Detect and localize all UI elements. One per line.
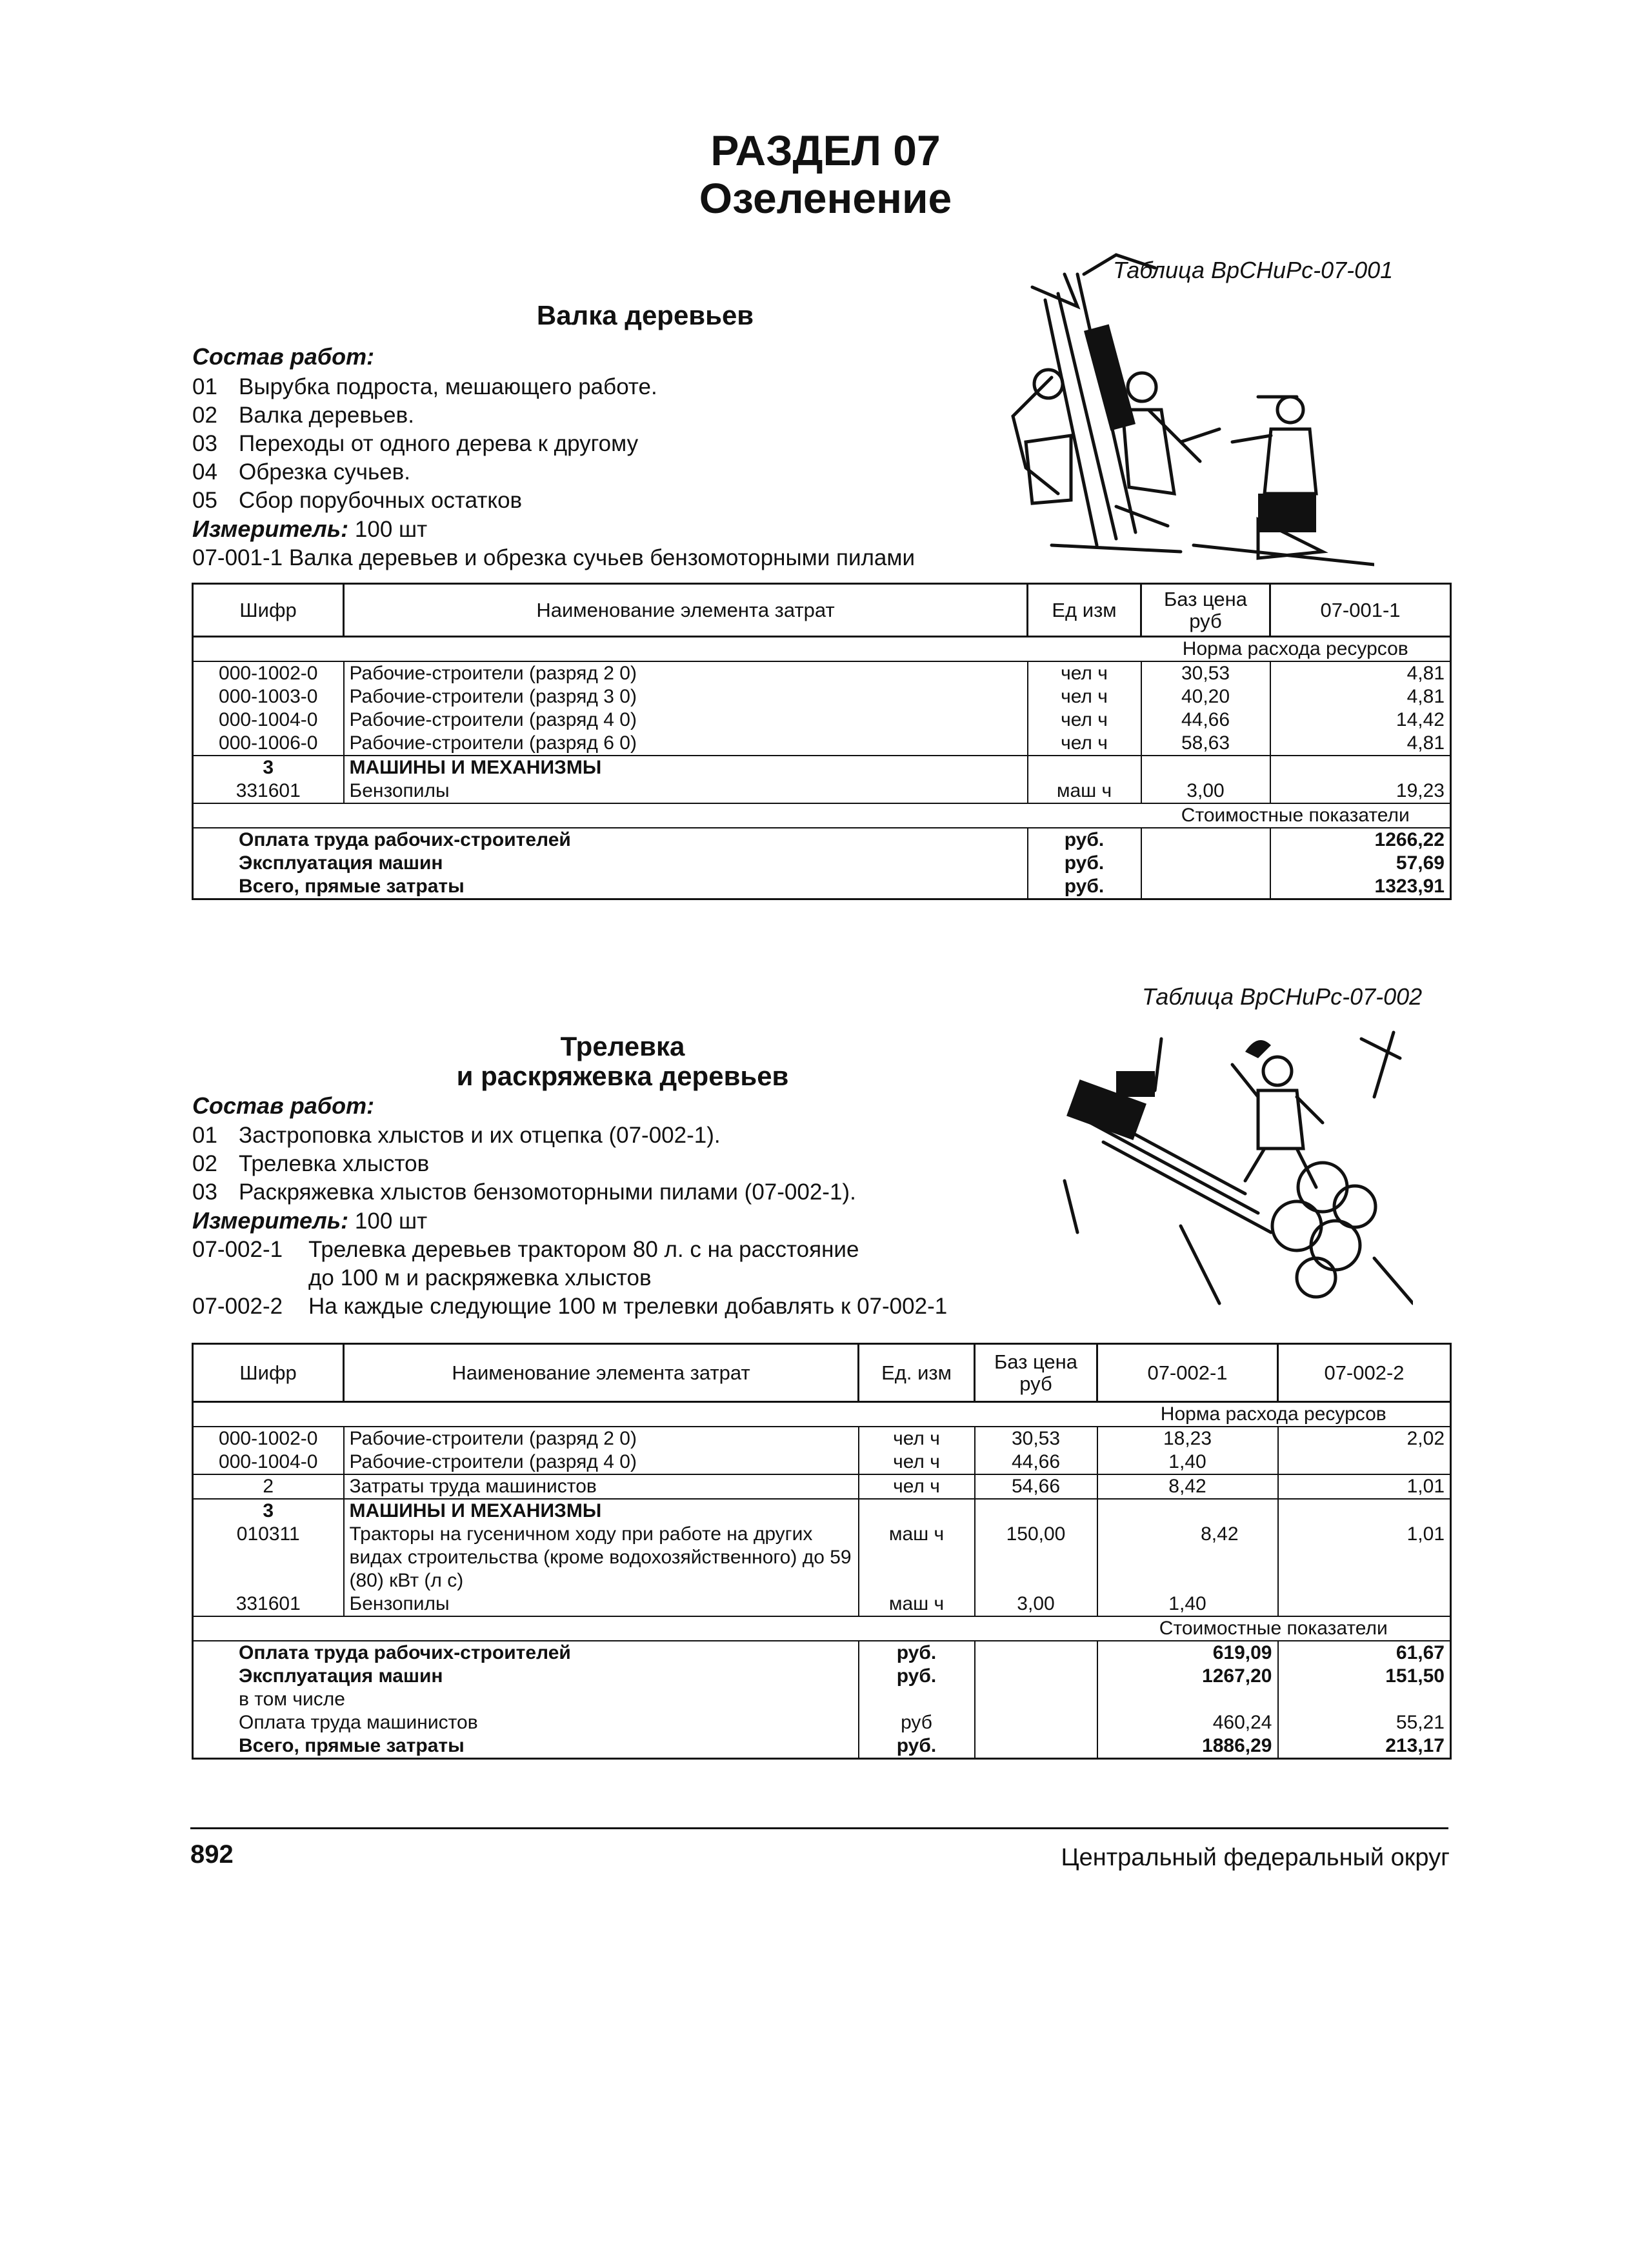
band-cost: Стоимостные показатели xyxy=(1141,803,1451,828)
band-cost: Стоимостные показатели xyxy=(1097,1616,1451,1641)
table-ref: Таблица ВрСНиРс-07-001 xyxy=(1113,257,1394,283)
table1-title: Валка деревьев xyxy=(536,300,754,330)
table-row: 2 Затраты труда машинистов чел ч 54,66 8,42 1,01 xyxy=(193,1474,1451,1499)
lumberjacks-illustration xyxy=(987,248,1374,577)
table-row: 3 МАШИНЫ И МЕХАНИЗМЫ xyxy=(193,1499,1451,1523)
cost-row: Эксплуатация машин руб. 1267,20 151,50 xyxy=(193,1665,1451,1688)
list-item: 04 Обрезка сучьев. xyxy=(192,459,411,485)
work-composition-label: Состав работ: xyxy=(192,1092,375,1119)
work-composition-label: Состав работ: xyxy=(192,343,375,370)
item-line: 07-002-1 Трелевка деревьев трактором 80 л. с на расстояние xyxy=(192,1237,859,1262)
band-norm: Норма расхода ресурсов xyxy=(1097,1402,1451,1427)
table-ref: Таблица ВрСНиРс-07-002 xyxy=(1142,983,1423,1010)
work-list xyxy=(192,373,915,572)
section-number: РАЗДЕЛ 07 xyxy=(710,126,941,174)
cost-row: в том числе xyxy=(193,1688,1451,1711)
list-item: 01 Застроповка хлыстов и их отцепка (07-002-1). xyxy=(192,1123,721,1148)
table-header: Шифр Наименование элемента затрат Ед изм Баз цена руб 07-001-1 xyxy=(193,584,1451,637)
cost-row: Всего, прямые затраты руб. 1323,91 xyxy=(193,875,1451,899)
meter-line: Измеритель: 100 шт xyxy=(192,516,428,542)
list-item: 02 Трелевка хлыстов xyxy=(192,1151,430,1176)
table-row: 331601 Бензопилы маш ч 3,00 19,23 xyxy=(193,779,1451,803)
cost-row: Оплата труда рабочих-строителей руб. 619,09 61,67 xyxy=(193,1641,1451,1665)
table-header: Шифр Наименование элемента затрат Ед. изм Баз цена руб 07-002-1 07-002-2 xyxy=(193,1344,1451,1402)
table-row: 000-1002-0 Рабочие-строители (разряд 2 0) чел ч 30,53 18,23 2,02 xyxy=(193,1427,1451,1450)
meter-line: Измеритель: 100 шт xyxy=(192,1207,428,1234)
section-title: Озеленение xyxy=(699,174,952,222)
table-row: 000-1006-0 Рабочие-строители (разряд 6 0) чел ч 58,63 4,81 xyxy=(193,732,1451,756)
resource-table-2 xyxy=(192,1343,1452,1760)
table-row: 000-1004-0 Рабочие-строители (разряд 4 0) чел ч 44,66 14,42 xyxy=(193,708,1451,732)
table-row: 3 МАШИНЫ И МЕХАНИЗМЫ xyxy=(193,756,1451,779)
table-row: 331601 Бензопилы маш ч 3,00 1,40 xyxy=(193,1592,1451,1616)
footer-rule xyxy=(190,1827,1448,1829)
list-item: 01 Вырубка подроста, мешающего работе. xyxy=(192,374,657,399)
list-item: 02 Валка деревьев. xyxy=(192,403,414,428)
skidding-illustration xyxy=(1052,1013,1413,1323)
cost-row: Оплата труда машинистов руб 460,24 55,21 xyxy=(193,1711,1451,1734)
item-line: до 100 м и раскряжевка хлыстов xyxy=(308,1265,652,1290)
list-item: 03 Раскряжевка хлыстов бензомоторными пилами (07-002-1). xyxy=(192,1179,856,1205)
table2-title-line2: и раскряжевка деревьев xyxy=(456,1061,789,1091)
table-row: 000-1003-0 Рабочие-строители (разряд 3 0) чел ч 40,20 4,81 xyxy=(193,685,1451,708)
table-row: 000-1004-0 Рабочие-строители (разряд 4 0) чел ч 44,66 1,40 xyxy=(193,1450,1451,1474)
item-line: 07-002-2 На каждые следующие 100 м трелевки добавлять к 07-002-1 xyxy=(192,1294,948,1319)
work-list xyxy=(192,1121,947,1321)
table2-title-line1: Трелевка xyxy=(560,1031,685,1061)
table-row: 010311 Тракторы на гусеничном ходу при работе на других видах строительства (кроме водохозяйственного) до 59 (80) кВт (л с) маш ч 150,00 8,42 1,01 xyxy=(193,1523,1451,1592)
band-norm: Норма расхода ресурсов xyxy=(1141,637,1451,662)
cost-row: Всего, прямые затраты руб. 1886,29 213,17 xyxy=(193,1734,1451,1759)
footer-region: Центральный федеральный округ xyxy=(1061,1844,1450,1871)
list-item: 03 Переходы от одного дерева к другому xyxy=(192,431,639,456)
cost-row: Эксплуатация машин руб. 57,69 xyxy=(193,852,1451,875)
page-number: 892 xyxy=(190,1840,234,1869)
list-item: 05 Сбор порубочных остатков xyxy=(192,488,523,513)
cost-row: Оплата труда рабочих-строителей руб. 1266,22 xyxy=(193,828,1451,852)
item-line: 07-001-1 Валка деревьев и обрезка сучьев бензомоторными пилами xyxy=(192,545,915,570)
table-row: 000-1002-0 Рабочие-строители (разряд 2 0) чел ч 30,53 4,81 xyxy=(193,661,1451,685)
resource-table-1 xyxy=(192,583,1452,900)
